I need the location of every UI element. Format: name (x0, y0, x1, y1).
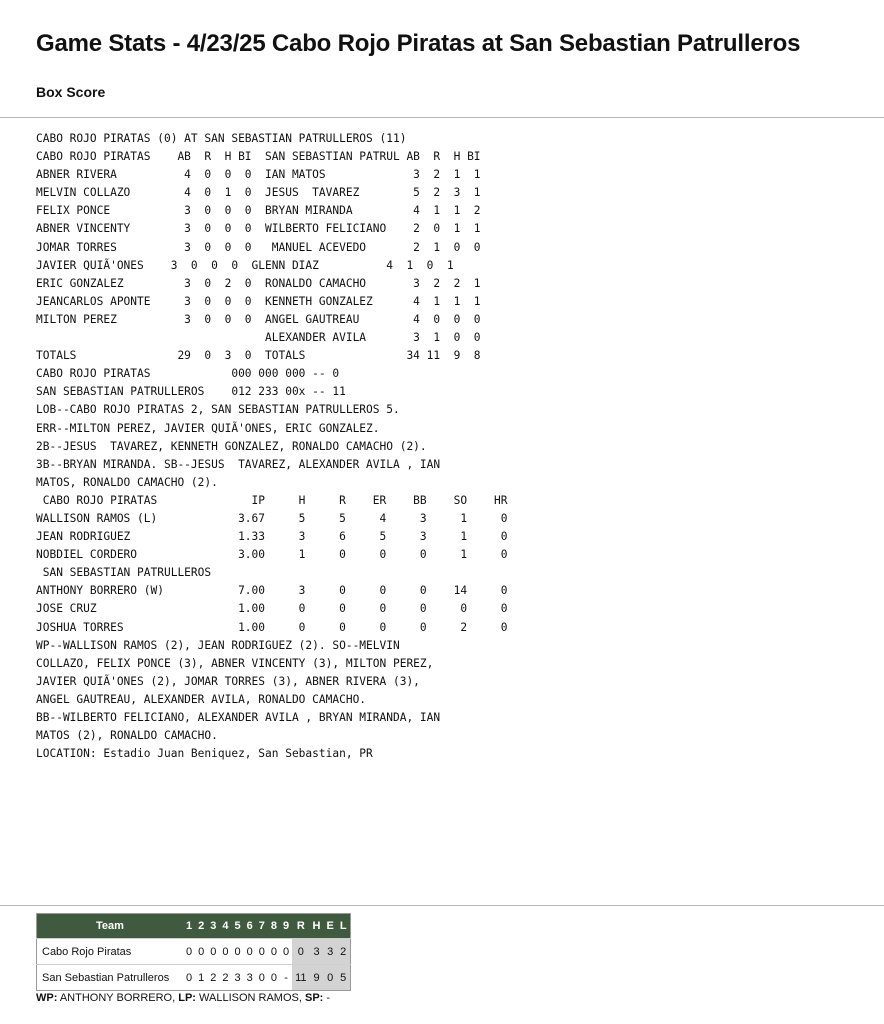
page-title: Game Stats - 4/23/25 Cabo Rojo Piratas at San Sebastian Patrulleros (36, 30, 801, 57)
box-score-line: JOMAR TORRES 3 0 0 0 MANUEL ACEVEDO 2 1 0 0 (36, 240, 481, 254)
linescore-column-header: 5 (232, 914, 244, 939)
linescore-column-header: 3 (207, 914, 219, 939)
total-cell: 5 (337, 965, 350, 991)
box-score-line: SAN SEBASTIAN PATRULLEROS 012 233 00x -- 11 (36, 385, 346, 399)
box-score-line: CABO ROJO PIRATAS 000 000 000 -- 0 (36, 367, 340, 381)
table-row (37, 965, 351, 991)
inning-score-cell: 0 (195, 939, 207, 965)
inning-score-cell: 0 (183, 939, 195, 965)
box-score-line: MELVIN COLLAZO 4 0 1 0 JESUS TAVAREZ 5 2 3 1 (36, 186, 481, 200)
box-score-line: COLLAZO, FELIX PONCE (3), ABNER VINCENTY (3), MILTON PEREZ, (36, 656, 434, 670)
linescore-column-header: 1 (183, 914, 195, 939)
box-score-line: CABO ROJO PIRATAS AB R H BI SAN SEBASTIAN PATRUL AB R H BI (36, 150, 481, 164)
box-score-line: JOSE CRUZ 1.00 0 0 0 0 0 0 (36, 602, 508, 616)
box-score-line: ANTHONY BORRERO (W) 7.00 3 0 0 0 14 0 (36, 584, 508, 598)
total-cell: 0 (324, 965, 337, 991)
total-cell: 9 (310, 965, 324, 991)
box-score-line: LOB--CABO ROJO PIRATAS 2, SAN SEBASTIAN PATRULLEROS 5. (36, 403, 400, 417)
sp-label: SP: (305, 992, 324, 1004)
inning-score-cell: 2 (207, 965, 219, 991)
winning-pitcher: ANTHONY BORRERO (59, 992, 173, 1004)
inning-score-cell: 0 (268, 939, 280, 965)
box-score-line: ABNER VINCENTY 3 0 0 0 WILBERTO FELICIANO 2 0 1 1 (36, 222, 481, 236)
inning-score-cell: 0 (268, 965, 280, 991)
linescore-column-header: 8 (268, 914, 280, 939)
linescore-column-header: 6 (244, 914, 256, 939)
box-score-line: ERR--MILTON PEREZ, JAVIER QUIÃ'ONES, ERIC GONZALEZ. (36, 421, 380, 435)
wp-label: WP: (36, 992, 58, 1004)
total-cell: 3 (310, 939, 324, 965)
table-row (37, 939, 351, 965)
box-score-line: BB--WILBERTO FELICIANO, ALEXANDER AVILA , BRYAN MIRANDA, IAN (36, 711, 441, 724)
inning-score-cell: 0 (183, 965, 195, 991)
linescore-column-header: H (310, 914, 324, 939)
inning-score-cell: 0 (256, 965, 268, 991)
box-score-text (36, 130, 507, 763)
box-score-line: TOTALS 29 0 3 0 TOTALS 34 11 9 8 (36, 349, 481, 363)
team-name-cell: San Sebastian Patrulleros (37, 965, 184, 991)
box-score-line: WP--WALLISON RAMOS (2), JEAN RODRIGUEZ (2). SO--MELVIN (36, 638, 400, 652)
box-score-line: JEAN RODRIGUEZ 1.33 3 6 5 3 1 0 (36, 530, 508, 544)
linescore-column-header: 9 (280, 914, 292, 939)
linescore-column-header: R (292, 914, 309, 939)
linescore-table (36, 913, 351, 991)
pitchers-of-record: WP: ANTHONY BORRERO, LP: WALLISON RAMOS, SP: - (36, 992, 331, 1004)
box-score-line: ALEXANDER AVILA 3 1 0 0 (36, 331, 481, 345)
lp-label: LP: (178, 992, 196, 1004)
team-name-cell: Cabo Rojo Piratas (37, 939, 184, 965)
box-score-line: JAVIER QUIÃ'ONES (2), JOMAR TORRES (3), ABNER RIVERA (3), (36, 674, 420, 688)
linescore-column-header: L (337, 914, 350, 939)
inning-score-cell: 0 (232, 939, 244, 965)
saving-pitcher: - (326, 992, 331, 1004)
box-score-line: JAVIER QUIÃ'ONES 3 0 0 0 GLENN DIAZ 4 1 0 1 (36, 258, 454, 272)
total-cell: 3 (324, 939, 337, 965)
linescore-column-header: E (324, 914, 337, 939)
linescore-header-row (37, 914, 351, 939)
box-score-line: SAN SEBASTIAN PATRULLEROS (36, 566, 212, 580)
inning-score-cell: 2 (219, 965, 231, 991)
inning-score-cell: 3 (244, 965, 256, 991)
inning-score-cell: 1 (195, 965, 207, 991)
bottom-divider (0, 905, 884, 906)
box-score-line: CABO ROJO PIRATAS IP H R ER BB SO HR (36, 493, 508, 507)
inning-score-cell: 0 (219, 939, 231, 965)
inning-score-cell: 0 (280, 939, 292, 965)
box-score-line: JEANCARLOS APONTE 3 0 0 0 KENNETH GONZALEZ 4 1 1 1 (36, 294, 481, 308)
box-score-line: 3B--BRYAN MIRANDA. SB--JESUS TAVAREZ, ALEXANDER AVILA , IAN (36, 457, 441, 471)
box-score-line: JOSHUA TORRES 1.00 0 0 0 0 2 0 (36, 620, 508, 634)
box-score-line: CABO ROJO PIRATAS (0) AT SAN SEBASTIAN PATRULLEROS (11) (36, 132, 407, 145)
box-score-line: ERIC GONZALEZ 3 0 2 0 RONALDO CAMACHO 3 2 2 1 (36, 276, 481, 290)
linescore-column-header: 7 (256, 914, 268, 939)
box-score-line: ANGEL GAUTREAU, ALEXANDER AVILA, RONALDO CAMACHO. (36, 692, 367, 706)
linescore-column-header: 2 (195, 914, 207, 939)
box-score-line: WALLISON RAMOS (L) 3.67 5 5 4 3 1 0 (36, 511, 508, 525)
inning-score-cell: 0 (207, 939, 219, 965)
team-column-header: Team (37, 914, 184, 939)
total-cell: 11 (292, 965, 309, 991)
linescore-column-header: 4 (219, 914, 231, 939)
inning-score-cell: 0 (256, 939, 268, 965)
top-divider (0, 117, 884, 118)
inning-score-cell: 3 (232, 965, 244, 991)
box-score-line: MATOS, RONALDO CAMACHO (2). (36, 475, 218, 489)
box-score-line: LOCATION: Estadio Juan Beniquez, San Sebastian, PR (36, 747, 373, 761)
box-score-line: MILTON PEREZ 3 0 0 0 ANGEL GAUTREAU 4 0 0 0 (36, 312, 481, 326)
box-score-heading: Box Score (36, 84, 106, 100)
total-cell: 0 (292, 939, 309, 965)
total-cell: 2 (337, 939, 350, 965)
linescore-body (37, 939, 351, 991)
losing-pitcher: WALLISON RAMOS (199, 992, 299, 1004)
box-score-line: 2B--JESUS TAVAREZ, KENNETH GONZALEZ, RONALDO CAMACHO (2). (36, 439, 427, 453)
box-score-line: MATOS (2), RONALDO CAMACHO. (36, 729, 218, 743)
box-score-line: NOBDIEL CORDERO 3.00 1 0 0 0 1 0 (36, 548, 508, 562)
box-score-line: ABNER RIVERA 4 0 0 0 IAN MATOS 3 2 1 1 (36, 168, 481, 182)
inning-score-cell: 0 (244, 939, 256, 965)
inning-score-cell: - (280, 965, 292, 991)
box-score-line: FELIX PONCE 3 0 0 0 BRYAN MIRANDA 4 1 1 2 (36, 204, 481, 218)
